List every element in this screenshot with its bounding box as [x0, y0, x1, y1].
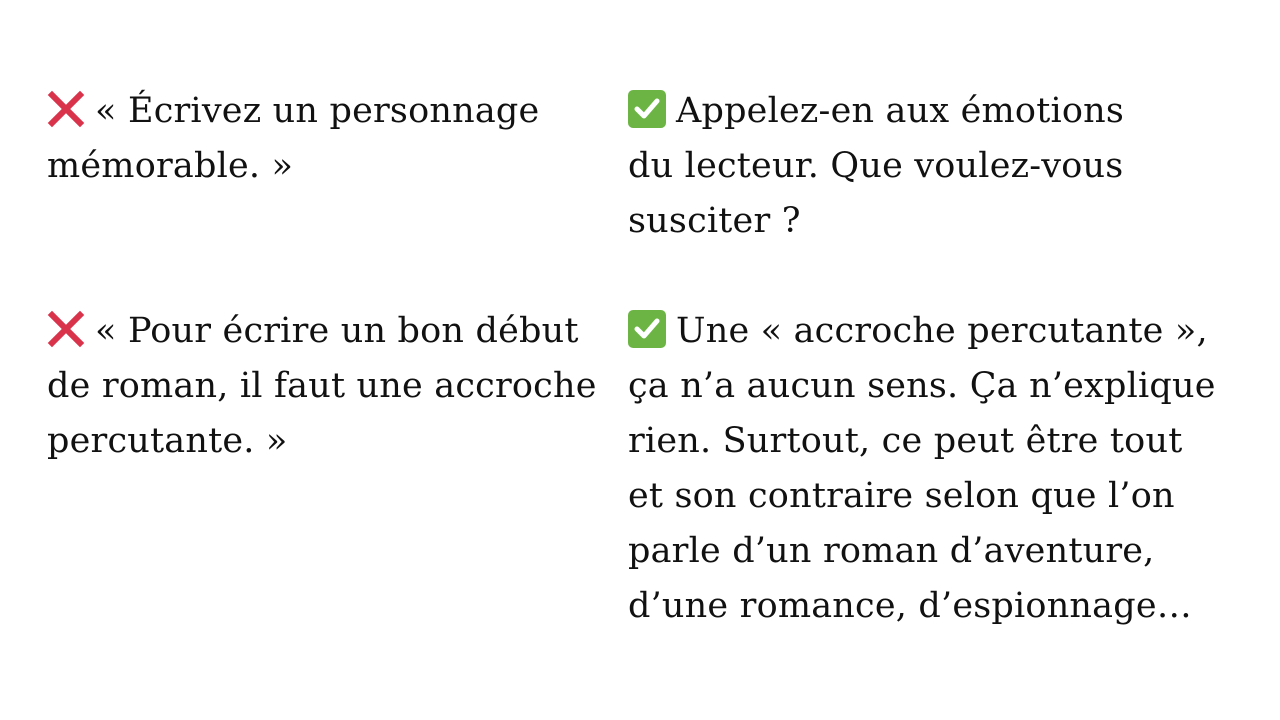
cross-mark-icon — [47, 90, 85, 128]
statement-line: Une « accroche percutante », — [628, 304, 1216, 359]
statement-line: d’une romance, d’espionnage… — [628, 586, 1192, 626]
cross-mark-icon — [47, 310, 85, 348]
right-statement-2 — [628, 304, 1216, 634]
statement-line: du lecteur. Que voulez-vous — [628, 146, 1124, 186]
statement-line: mémorable. » — [47, 146, 294, 186]
check-mark-button-icon — [628, 90, 666, 128]
statement-line: rien. Surtout, ce peut être tout — [628, 421, 1183, 461]
statement-line: de roman, il faut une accroche — [47, 366, 597, 406]
wrong-statement-1 — [47, 84, 539, 194]
statement-line: parle d’un roman d’aventure, — [628, 531, 1155, 571]
check-mark-button-icon — [628, 310, 666, 348]
statement-line: « Pour écrire un bon début — [47, 304, 597, 359]
statement-line: et son contraire selon que l’on — [628, 476, 1175, 516]
statement-line: « Écrivez un personnage — [47, 84, 539, 139]
statement-line: ça n’a aucun sens. Ça n’explique — [628, 366, 1216, 406]
statement-line: Appelez-en aux émotions — [628, 84, 1124, 139]
statement-line: percutante. » — [47, 421, 288, 461]
wrong-statement-2 — [47, 304, 597, 469]
right-statement-1 — [628, 84, 1124, 249]
statement-line: susciter ? — [628, 201, 801, 241]
